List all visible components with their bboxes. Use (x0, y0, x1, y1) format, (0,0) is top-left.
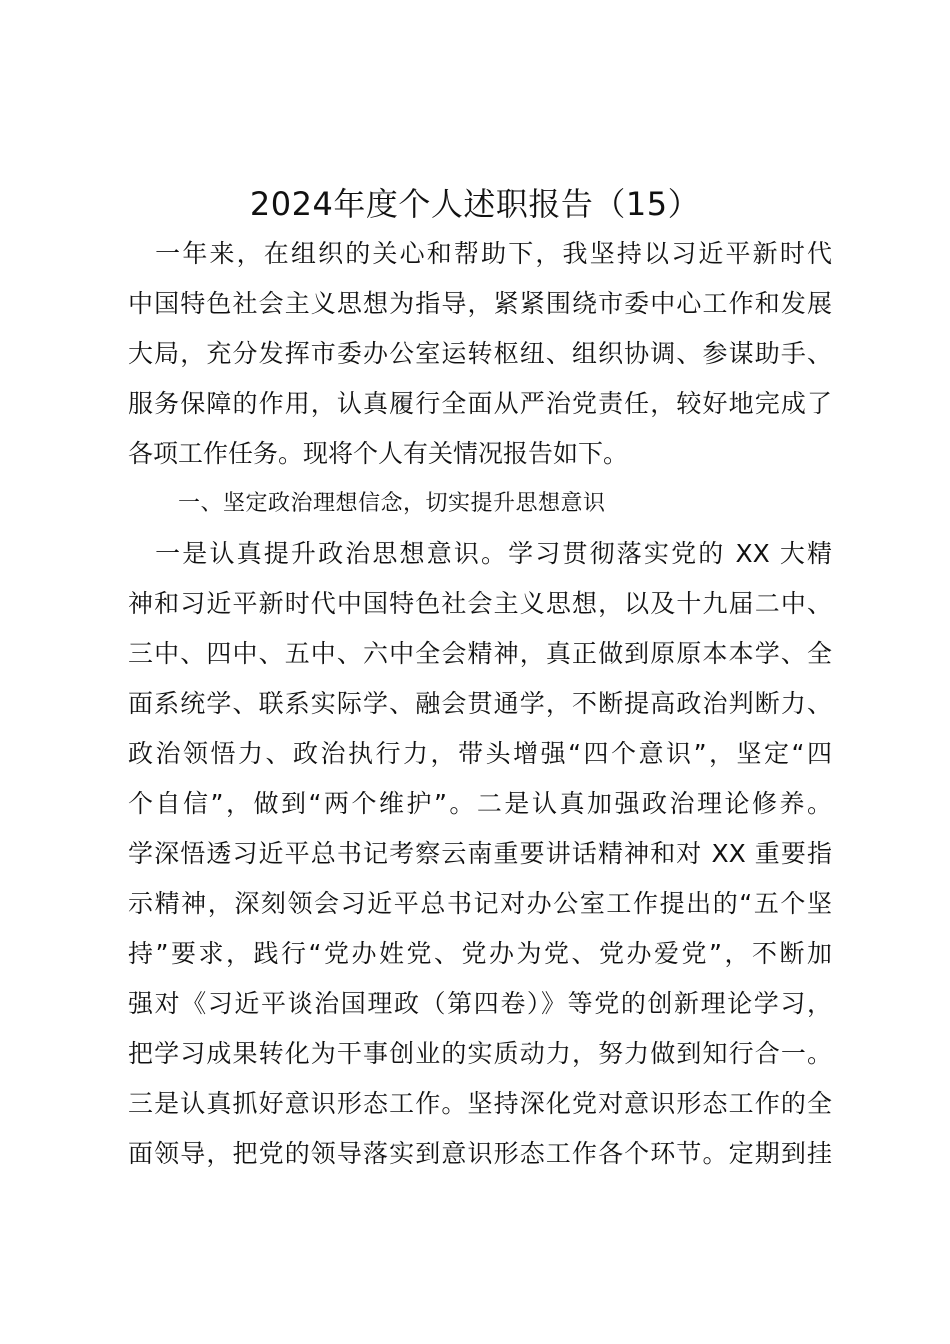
paragraph-line: 强对《习近平谈治国理政（第四卷）》等党的创新理论学习， (128, 989, 832, 1018)
paragraph-line: 持”要求，践行“党办姓党、党办为党、党办爱党”，不断加 (128, 939, 832, 968)
paragraph-line: 三中、四中、五中、六中全会精神，真正做到原原本本学、全 (128, 639, 832, 668)
paragraph-line: 学深悟透习近平总书记考察云南重要讲话精神和对 XX 重要指 (128, 839, 832, 868)
paragraph-line: 一年来，在组织的关心和帮助下，我坚持以习近平新时代 (128, 239, 832, 268)
paragraph-line: 三是认真抓好意识形态工作。坚持深化党对意识形态工作的全 (128, 1089, 832, 1118)
paragraph-line: 服务保障的作用，认真履行全面从严治党责任，较好地完成了 (128, 389, 832, 418)
paragraph-line: 个自信”，做到“两个维护”。二是认真加强政治理论修养。 (128, 789, 832, 818)
paragraph-line: 把学习成果转化为干事创业的实质动力，努力做到知行合一。 (128, 1039, 832, 1068)
section-heading: 一、坚定政治理想信念，切实提升思想意识 (178, 491, 606, 516)
paragraph-line: 大局，充分发挥市委办公室运转枢纽、组织协调、参谋助手、 (128, 339, 832, 368)
paragraph-line: 示精神，深刻领会习近平总书记对办公室工作提出的“五个坚 (128, 889, 832, 918)
paragraph-line: 面系统学、联系实际学、融会贯通学，不断提高政治判断力、 (128, 689, 832, 718)
paragraph-line: 中国特色社会主义思想为指导，紧紧围绕市委中心工作和发展 (128, 289, 832, 318)
paragraph-line: 各项工作任务。现将个人有关情况报告如下。 (128, 439, 629, 468)
paragraph-line: 政治领悟力、政治执行力，带头增强“四个意识”，坚定“四 (128, 739, 832, 768)
paragraph-line: 一是认真提升政治思想意识。学习贯彻落实党的 XX 大精 (128, 539, 832, 568)
paragraph-line: 神和习近平新时代中国特色社会主义思想，以及十九届二中、 (128, 589, 832, 618)
document-title: 2024年度个人述职报告（15） (249, 185, 701, 223)
paragraph-line: 面领导，把党的领导落实到意识形态工作各个环节。定期到挂 (128, 1139, 832, 1168)
